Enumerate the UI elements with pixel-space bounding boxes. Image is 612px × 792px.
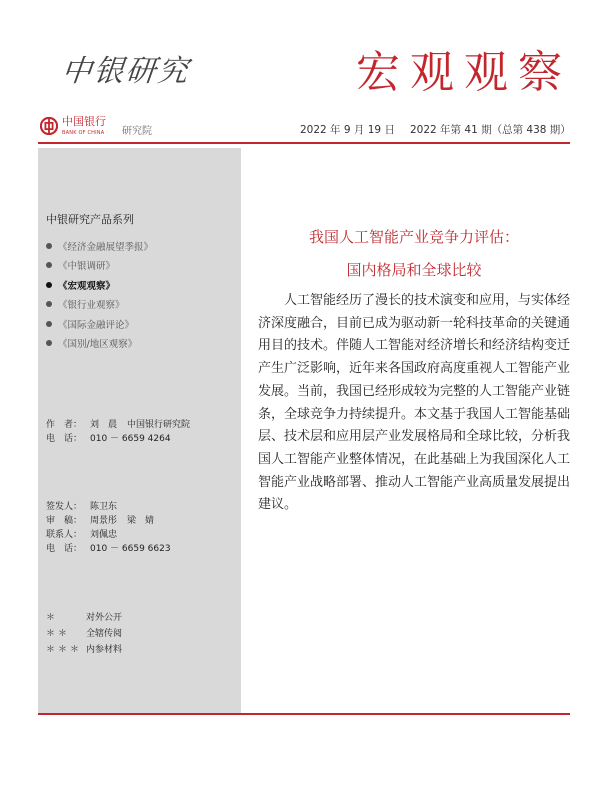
series-item: 《国别/地区观察》 <box>46 334 153 354</box>
contact-name: 刘佩忠 <box>90 530 118 540</box>
issue-number: 2022 年第 41 期（总第 438 期） <box>410 124 571 136</box>
bullet-icon <box>46 340 52 346</box>
bullet-icon <box>46 243 52 249</box>
brand-calligraphy-logo: 中银研究 <box>59 54 192 89</box>
contact-phone: 010 － 6659 6623 <box>90 544 171 554</box>
author-org: 中国银行研究院 <box>127 420 191 430</box>
bank-name: 中国银行 <box>62 115 106 128</box>
bank-of-china-logo-icon <box>40 117 58 135</box>
bank-name-english: BANK OF CHINA <box>62 130 105 136</box>
sidebar-panel <box>38 148 241 713</box>
distribution-levels <box>46 610 122 658</box>
header-divider <box>38 142 570 144</box>
bullet-icon <box>46 282 52 288</box>
series-heading: 中银研究产品系列 <box>46 213 134 226</box>
level-stars: ＊＊＊ <box>46 645 83 655</box>
footer-divider <box>38 713 570 715</box>
report-series-title: 宏观观察 <box>356 47 572 98</box>
reviewer-name: 周景彤 <box>90 516 118 526</box>
level-label: 对外公开 <box>86 613 123 623</box>
publish-date: 2022 年 9 月 19 日 <box>300 124 395 136</box>
article-title: 我国人工智能产业竞争力评估： <box>308 228 519 246</box>
institute-label: 研究院 <box>122 126 152 137</box>
series-item: 《银行业观察》 <box>46 295 153 315</box>
bullet-icon <box>46 301 52 307</box>
author-name: 刘 晨 <box>90 420 118 430</box>
level-label: 全辖传阅 <box>86 629 123 639</box>
author-info: 作 者： 刘 晨 中国银行研究院 电 话： 010 － 6659 4264 <box>46 420 191 444</box>
series-list <box>46 236 153 353</box>
bullet-icon <box>46 321 52 327</box>
level-stars: ＊＊ <box>46 629 71 639</box>
approval-info: 签发人： 陈卫东 审 稿： 周景彤 梁 婧 联系人： 刘佩忠 电 话： 010 － 6659 6623 <box>46 502 171 554</box>
series-item: 《国际金融评论》 <box>46 314 153 334</box>
level-stars: ＊ <box>46 613 59 623</box>
article-abstract: 人工智能经历了漫长的技术演变和应用，与实体经济深度融合，目前已成为驱动新一轮科技革命的关键通用目的技术。伴随人工智能对经济增长和经济结构变迁产生广泛影响，近年来各国政府高度重视人工智能产业发展。当前，我国已经形成较为完整的人工智能产业链条，全球竞争力持续提升。本文基于我国人工智能基础层、技术层和应用层产业发展格局和全球比较，分析我国人工智能产业整体情况，在此基础上为我国深化人工智能产业战略部署、推动人工智能产业高质量发展提出建议。 <box>258 293 571 513</box>
level-label: 内参材料 <box>86 645 123 655</box>
series-item-active: 《宏观观察》 <box>46 275 153 295</box>
article-subtitle: 国内格局和全球比较 <box>346 261 482 279</box>
bullet-icon <box>46 262 52 268</box>
series-item: 《中银调研》 <box>46 256 153 276</box>
reviewer-name: 梁 婧 <box>127 516 155 526</box>
author-phone: 010 － 6659 4264 <box>90 434 171 444</box>
signer-name: 陈卫东 <box>90 502 118 512</box>
series-item: 《经济金融展望季报》 <box>46 236 153 256</box>
